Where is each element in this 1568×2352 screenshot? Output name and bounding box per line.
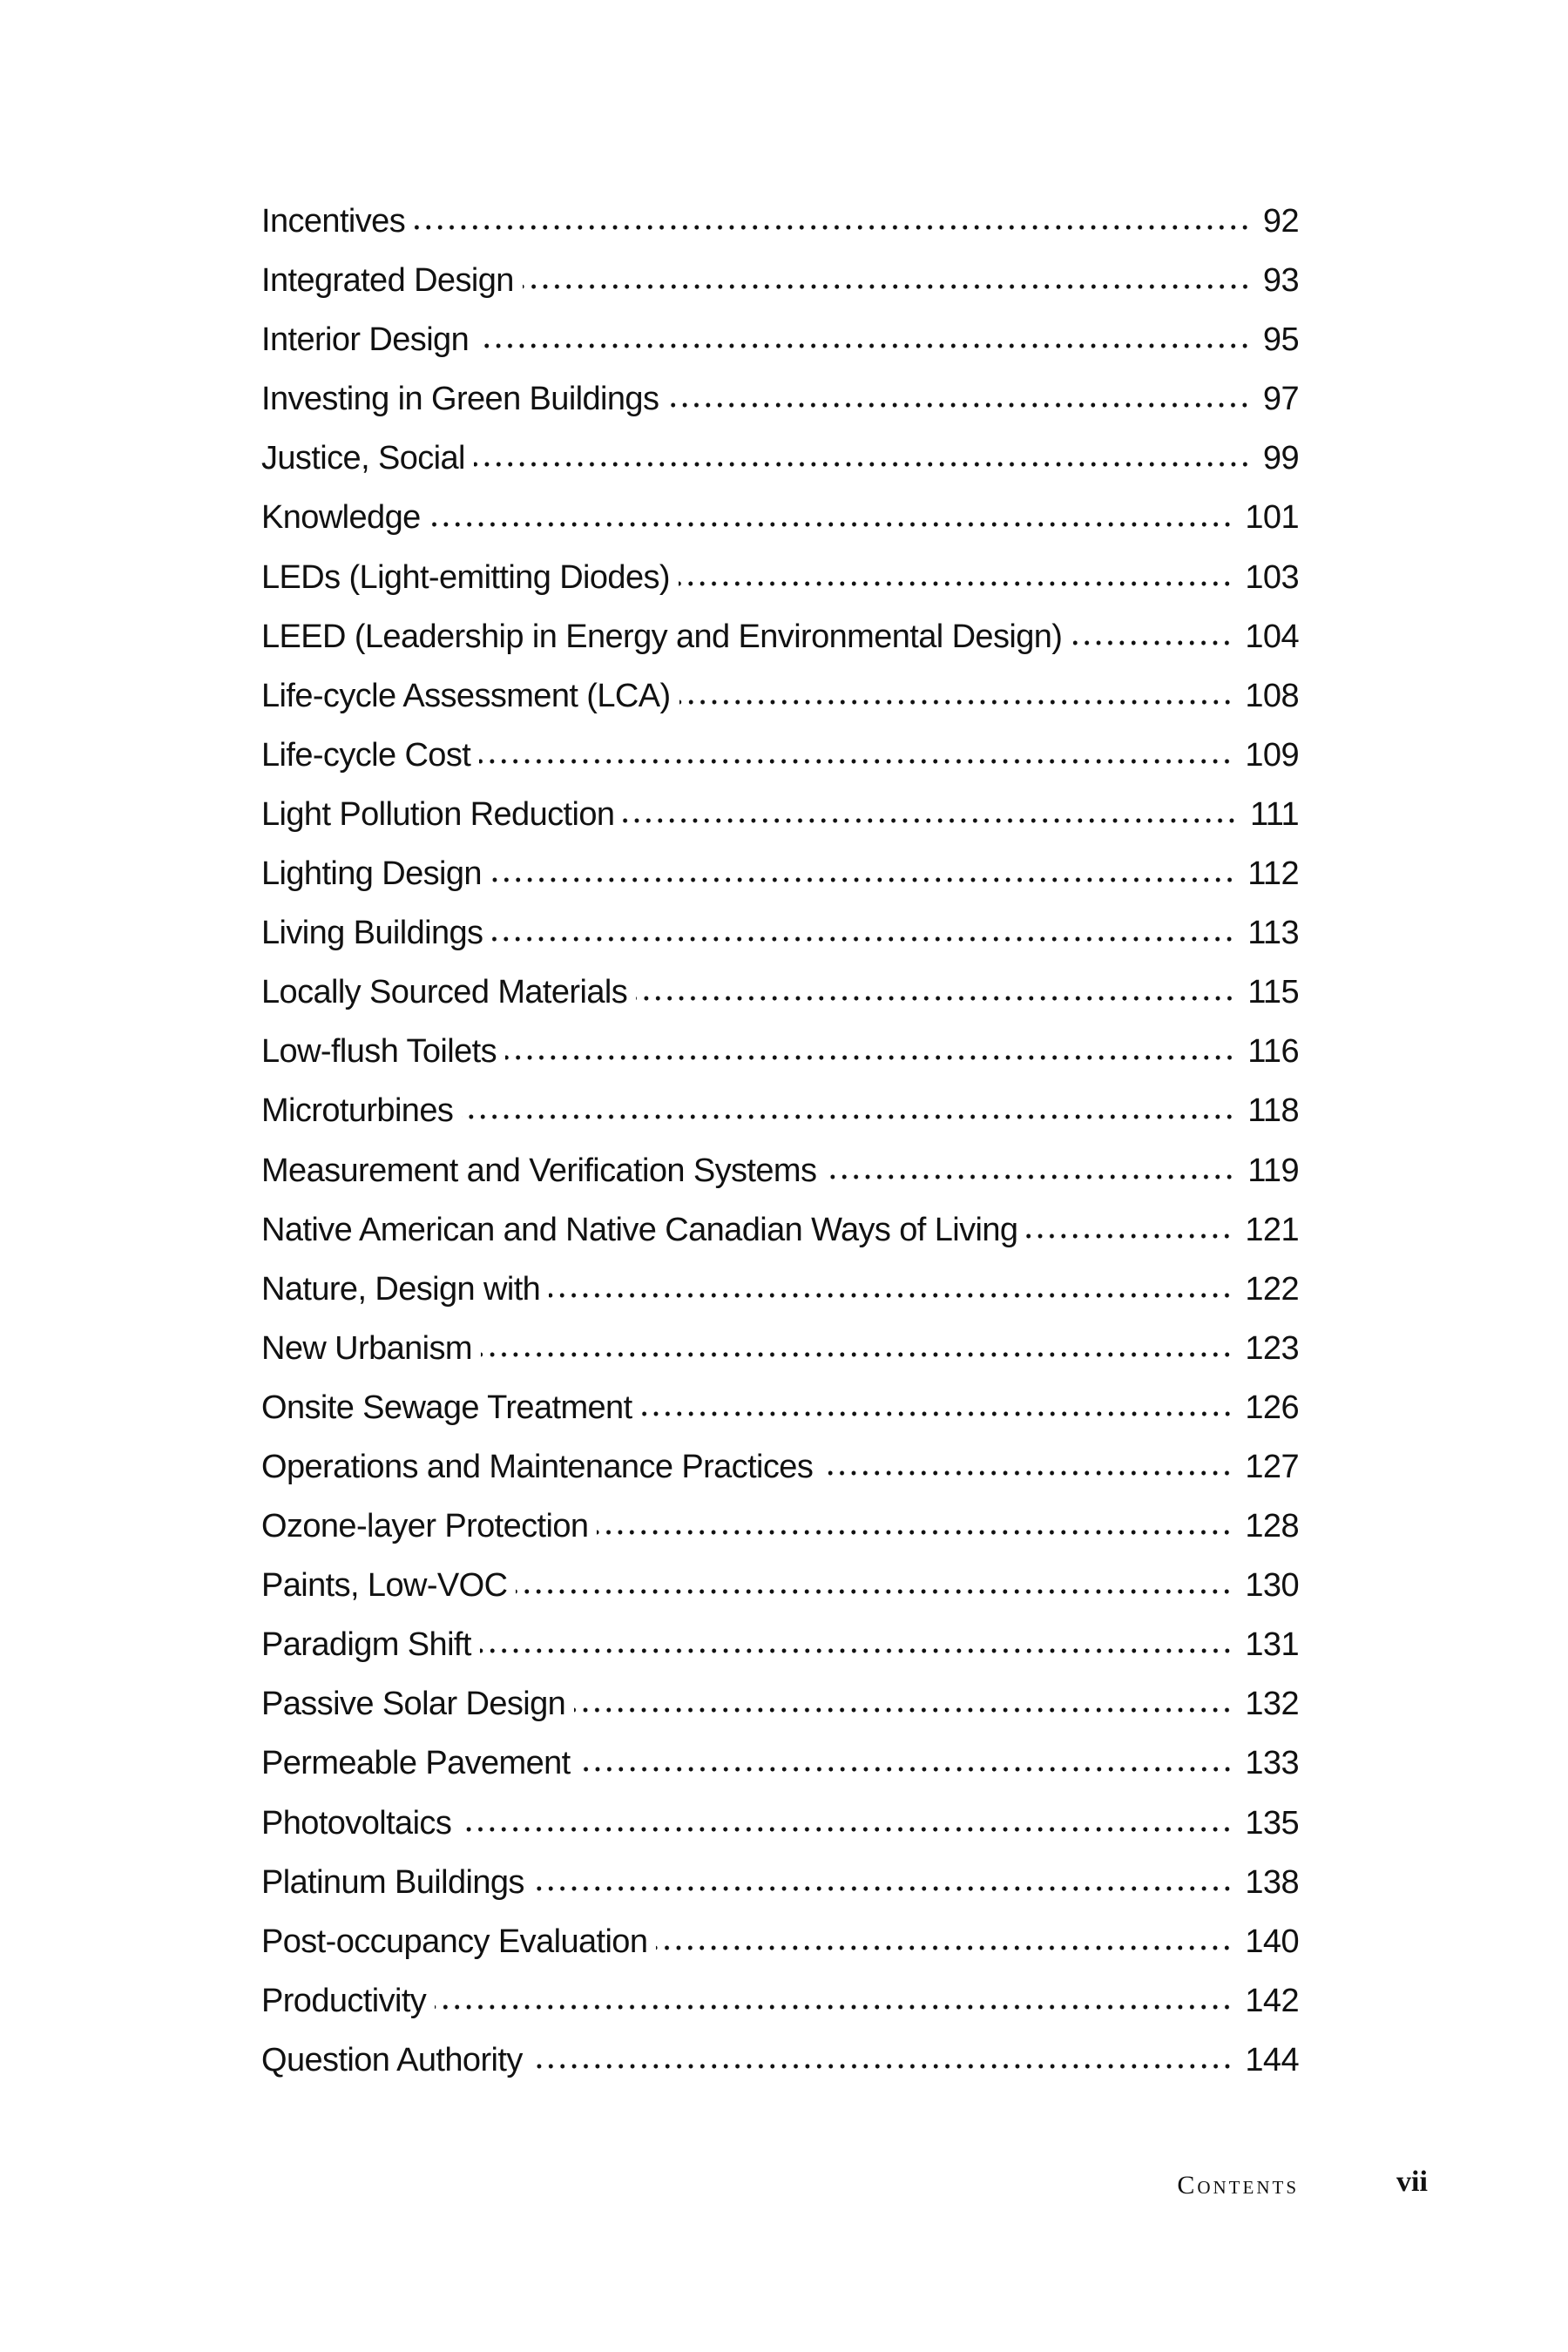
toc-entry bbox=[261, 963, 1299, 1022]
table-of-contents bbox=[261, 192, 1299, 2090]
dot-leader bbox=[477, 342, 1251, 349]
dot-leader bbox=[462, 1113, 1235, 1120]
toc-entry-page: 109 bbox=[1245, 736, 1299, 774]
toc-entry-page: 144 bbox=[1245, 2041, 1299, 2078]
toc-entry-title: Ozone-layer Protection bbox=[261, 1508, 589, 1545]
dot-leader bbox=[667, 402, 1251, 409]
toc-entry-page: 123 bbox=[1245, 1329, 1299, 1367]
toc-entry-page: 97 bbox=[1262, 381, 1299, 418]
toc-entry-title: Platinum Buildings bbox=[261, 1863, 524, 1901]
toc-entry bbox=[261, 1437, 1299, 1497]
toc-entry-page: 130 bbox=[1245, 1567, 1299, 1605]
toc-entry-page: 112 bbox=[1247, 855, 1299, 893]
dot-leader bbox=[1071, 639, 1233, 646]
toc-entry-page: 132 bbox=[1245, 1686, 1299, 1723]
toc-entry-page: 101 bbox=[1245, 499, 1299, 537]
dot-leader bbox=[656, 1944, 1233, 1951]
toc-entry-title: LEED (Leadership in Energy and Environmental Design) bbox=[261, 618, 1063, 655]
toc-entry-title: Permeable Pavement bbox=[261, 1745, 571, 1782]
toc-entry bbox=[261, 1794, 1299, 1853]
toc-entry-title: Life-cycle Assessment (LCA) bbox=[261, 677, 671, 714]
toc-entry-title: Nature, Design with bbox=[261, 1270, 541, 1308]
toc-entry bbox=[261, 1853, 1299, 1912]
dot-leader bbox=[636, 995, 1235, 1002]
toc-entry bbox=[261, 1378, 1299, 1437]
dot-leader bbox=[414, 224, 1251, 231]
toc-entry-page: 126 bbox=[1245, 1389, 1299, 1426]
dot-leader bbox=[679, 699, 1233, 706]
dot-leader bbox=[435, 2004, 1233, 2011]
toc-entry-page: 128 bbox=[1245, 1508, 1299, 1545]
dot-leader bbox=[641, 1410, 1233, 1417]
toc-entry bbox=[261, 369, 1299, 429]
toc-entry-title: Measurement and Verification Systems bbox=[261, 1152, 817, 1189]
toc-entry-title: Justice, Social bbox=[261, 440, 465, 477]
toc-entry-page: 118 bbox=[1247, 1092, 1299, 1130]
toc-entry-title: Light Pollution Reduction bbox=[261, 795, 615, 833]
toc-entry-title: Operations and Maintenance Practices bbox=[261, 1448, 814, 1485]
toc-entry bbox=[261, 1260, 1299, 1319]
toc-entry-title: Life-cycle Cost bbox=[261, 736, 471, 774]
toc-entry bbox=[261, 429, 1299, 488]
dot-leader bbox=[531, 2063, 1233, 2070]
dot-leader bbox=[574, 1707, 1233, 1713]
toc-entry-page: 104 bbox=[1245, 618, 1299, 655]
toc-entry bbox=[261, 1200, 1299, 1260]
toc-entry-title: Post-occupancy Evaluation bbox=[261, 1923, 648, 1960]
toc-entry-page: 127 bbox=[1245, 1448, 1299, 1485]
toc-entry bbox=[261, 1615, 1299, 1674]
toc-entry bbox=[261, 310, 1299, 369]
toc-entry bbox=[261, 192, 1299, 251]
toc-entry bbox=[261, 726, 1299, 785]
toc-entry-title: Paints, Low-VOC bbox=[261, 1567, 508, 1605]
toc-entry bbox=[261, 903, 1299, 963]
toc-entry-page: 121 bbox=[1245, 1211, 1299, 1248]
page-number: vii bbox=[1396, 2166, 1428, 2198]
toc-entry bbox=[261, 251, 1299, 310]
toc-entry bbox=[261, 1319, 1299, 1378]
toc-entry bbox=[261, 785, 1299, 844]
toc-entry-title: Productivity bbox=[261, 1982, 427, 2019]
toc-entry-page: 135 bbox=[1245, 1804, 1299, 1842]
toc-entry bbox=[261, 844, 1299, 903]
toc-entry bbox=[261, 2031, 1299, 2090]
toc-entry-page: 131 bbox=[1245, 1626, 1299, 1664]
toc-entry-page: 93 bbox=[1262, 262, 1299, 300]
running-footer-label: Contents bbox=[1177, 2171, 1299, 2200]
toc-entry-title: Integrated Design bbox=[261, 262, 514, 300]
toc-entry bbox=[261, 1734, 1299, 1793]
toc-entry bbox=[261, 1971, 1299, 2031]
toc-entry-title: Passive Solar Design bbox=[261, 1686, 566, 1723]
dot-leader bbox=[479, 758, 1233, 765]
dot-leader bbox=[597, 1529, 1233, 1536]
toc-entry bbox=[261, 1081, 1299, 1140]
toc-entry-title: Lighting Design bbox=[261, 855, 482, 893]
toc-entry-title: Incentives bbox=[261, 203, 406, 240]
toc-entry-page: 142 bbox=[1245, 1982, 1299, 2019]
dot-leader bbox=[523, 283, 1251, 290]
toc-entry bbox=[261, 1497, 1299, 1556]
toc-entry-title: LEDs (Light-emitting Diodes) bbox=[261, 558, 670, 596]
toc-entry-page: 133 bbox=[1245, 1745, 1299, 1782]
toc-entry-title: Question Authority bbox=[261, 2041, 523, 2078]
toc-entry-title: Low-flush Toilets bbox=[261, 1033, 497, 1071]
toc-entry-page: 92 bbox=[1262, 203, 1299, 240]
dot-leader bbox=[481, 1351, 1233, 1358]
toc-entry-page: 111 bbox=[1250, 795, 1299, 833]
toc-entry-title: Investing in Green Buildings bbox=[261, 381, 659, 418]
dot-leader bbox=[533, 1885, 1233, 1892]
dot-leader bbox=[821, 1470, 1233, 1477]
dot-leader bbox=[549, 1292, 1233, 1299]
dot-leader bbox=[490, 876, 1235, 883]
toc-entry bbox=[261, 548, 1299, 607]
toc-entry-title: Photovoltaics bbox=[261, 1804, 452, 1842]
toc-entry-page: 119 bbox=[1247, 1152, 1299, 1189]
toc-entry-title: Paradigm Shift bbox=[261, 1626, 471, 1664]
toc-entry-title: New Urbanism bbox=[261, 1329, 472, 1367]
toc-entry-title: Native American and Native Canadian Ways of Living bbox=[261, 1211, 1018, 1248]
dot-leader bbox=[474, 461, 1251, 468]
toc-entry bbox=[261, 607, 1299, 666]
toc-entry bbox=[261, 1556, 1299, 1615]
toc-entry-page: 108 bbox=[1245, 677, 1299, 714]
dot-leader bbox=[679, 580, 1233, 587]
toc-entry bbox=[261, 666, 1299, 726]
dot-leader bbox=[516, 1588, 1233, 1595]
toc-entry bbox=[261, 488, 1299, 547]
toc-entry-title: Onsite Sewage Treatment bbox=[261, 1389, 632, 1426]
dot-leader bbox=[505, 1054, 1235, 1061]
toc-entry-page: 116 bbox=[1247, 1033, 1299, 1071]
toc-entry-page: 140 bbox=[1245, 1923, 1299, 1960]
toc-entry bbox=[261, 1022, 1299, 1081]
toc-entry-page: 122 bbox=[1245, 1270, 1299, 1308]
toc-entry-page: 113 bbox=[1247, 915, 1299, 952]
dot-leader bbox=[579, 1766, 1233, 1773]
toc-entry bbox=[261, 1912, 1299, 1971]
toc-entry-page: 103 bbox=[1245, 558, 1299, 596]
toc-entry-page: 115 bbox=[1247, 974, 1299, 1011]
dot-leader bbox=[480, 1647, 1233, 1654]
toc-entry-page: 138 bbox=[1245, 1863, 1299, 1901]
toc-entry-title: Locally Sourced Materials bbox=[261, 974, 628, 1011]
dot-leader bbox=[623, 817, 1238, 824]
toc-entry bbox=[261, 1141, 1299, 1200]
dot-leader bbox=[460, 1826, 1233, 1833]
dot-leader bbox=[491, 936, 1235, 943]
toc-entry-title: Interior Design bbox=[261, 321, 470, 359]
toc-entry-page: 99 bbox=[1262, 440, 1299, 477]
toc-entry-title: Knowledge bbox=[261, 499, 421, 537]
toc-entry-page: 95 bbox=[1262, 321, 1299, 359]
toc-entry-title: Living Buildings bbox=[261, 915, 483, 952]
dot-leader bbox=[825, 1173, 1235, 1180]
toc-entry-title: Microturbines bbox=[261, 1092, 454, 1130]
toc-entry bbox=[261, 1674, 1299, 1734]
dot-leader bbox=[429, 521, 1233, 528]
dot-leader bbox=[1026, 1233, 1233, 1240]
